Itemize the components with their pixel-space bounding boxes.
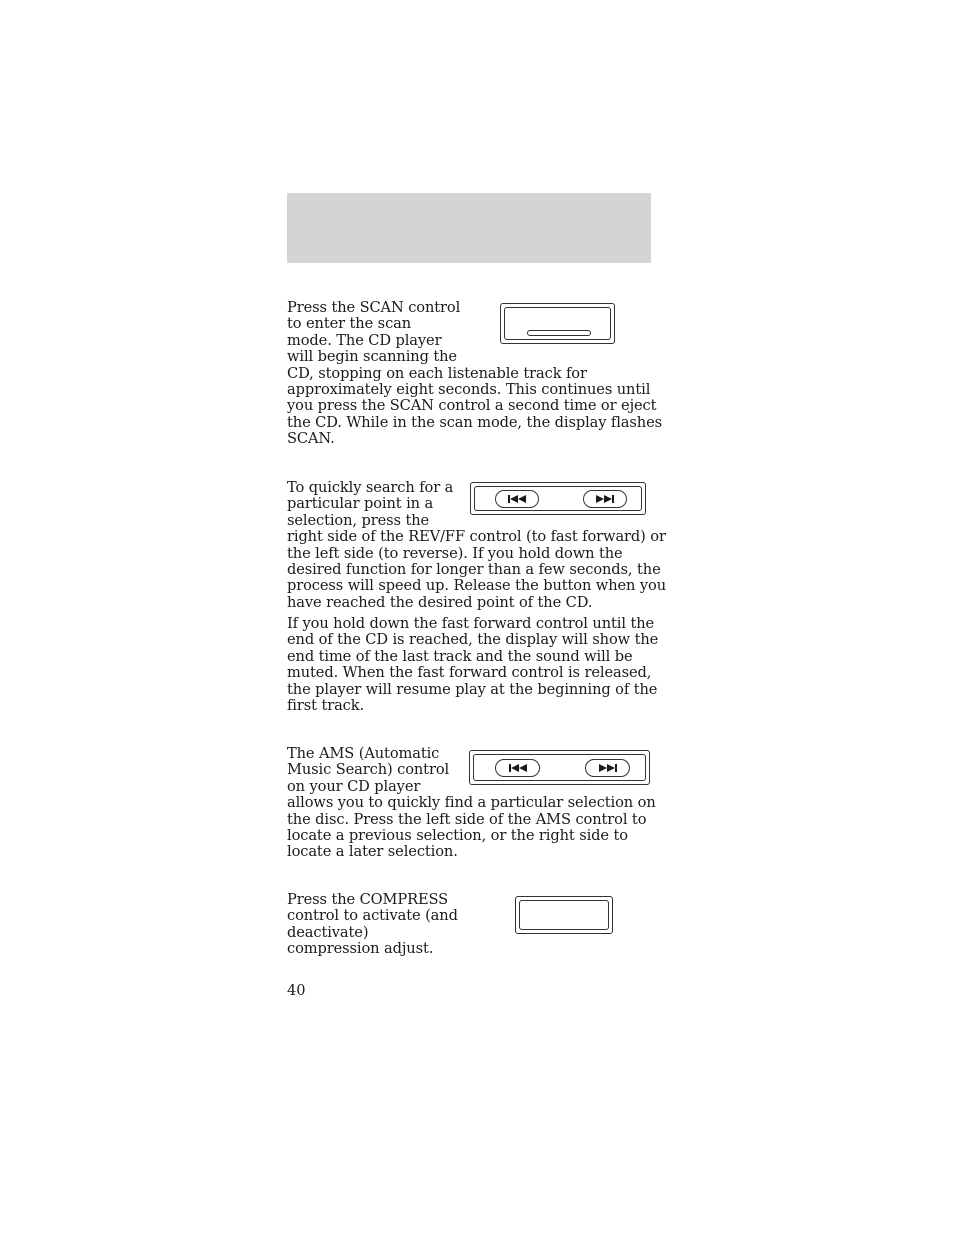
ams-line: allows you to quickly find a particular selection on (287, 794, 656, 812)
scan-button-icon (500, 303, 615, 344)
ff-end-line: first track. (287, 697, 365, 715)
revff-line: To quickly search for a (287, 479, 454, 496)
next-track-icon (585, 759, 630, 777)
scan-line: approximately eight seconds. This continues until (287, 381, 651, 399)
scan-button-indicator (527, 330, 591, 336)
ff-end-line: the player will resume play at the beginning of the (287, 680, 658, 698)
compress-line: deactivate) (287, 923, 369, 941)
compress-button-icon (515, 896, 613, 934)
revff-control-icon (470, 482, 646, 515)
section-header-bar (287, 193, 651, 263)
revff-line: the left side (to reverse). If you hold down the (287, 544, 623, 562)
scan-line: will begin scanning the (287, 348, 457, 366)
ams-line: locate a previous selection, or the right side to (287, 827, 628, 845)
compress-paragraph (287, 892, 458, 958)
scan-line: you press the SCAN control a second time or eject (287, 397, 657, 415)
revff-line: have reached the desired point of the CD. (287, 593, 593, 611)
revff-line: process will speed up. Release the button when you (287, 577, 666, 595)
page-number: 40 (287, 982, 306, 999)
revff-line: particular point in a (287, 495, 434, 513)
ams-line: The AMS (Automatic (287, 745, 440, 762)
ff-end-line: muted. When the fast forward control is released, (287, 664, 652, 682)
scan-line: SCAN. (287, 430, 335, 448)
scan-line: mode. The CD player (287, 331, 442, 349)
fast-forward-icon (583, 490, 627, 508)
compress-line: control to activate (and (287, 907, 458, 925)
revff-line: desired function for longer than a few seconds, the (287, 561, 661, 579)
ams-control-icon (469, 750, 650, 785)
ams-line: Music Search) control (287, 761, 450, 779)
rewind-icon (495, 490, 539, 508)
ams-line: locate a later selection. (287, 843, 458, 861)
scan-line: CD, stopping on each listenable track for (287, 364, 587, 382)
ff-end-line: end of the CD is reached, the display will show the (287, 631, 659, 649)
compress-line: compression adjust. (287, 940, 434, 958)
ff-end-line: end time of the last track and the sound will be (287, 647, 633, 665)
scan-line: to enter the scan (287, 315, 412, 333)
compress-button-face (519, 900, 609, 930)
revff-line: right side of the REV/FF control (to fast forward) or (287, 528, 666, 546)
ff-end-line: If you hold down the fast forward control until the (287, 615, 655, 632)
previous-track-icon (495, 759, 540, 777)
ff-end-paragraph (287, 616, 658, 714)
scan-line: the CD. While in the scan mode, the display flashes (287, 413, 663, 431)
ams-line: on your CD player (287, 777, 421, 795)
compress-line: Press the COMPRESS (287, 891, 449, 908)
scan-line: Press the SCAN control (287, 299, 461, 316)
revff-line: selection, press the (287, 511, 430, 529)
ams-line: the disc. Press the left side of the AMS control to (287, 810, 647, 828)
